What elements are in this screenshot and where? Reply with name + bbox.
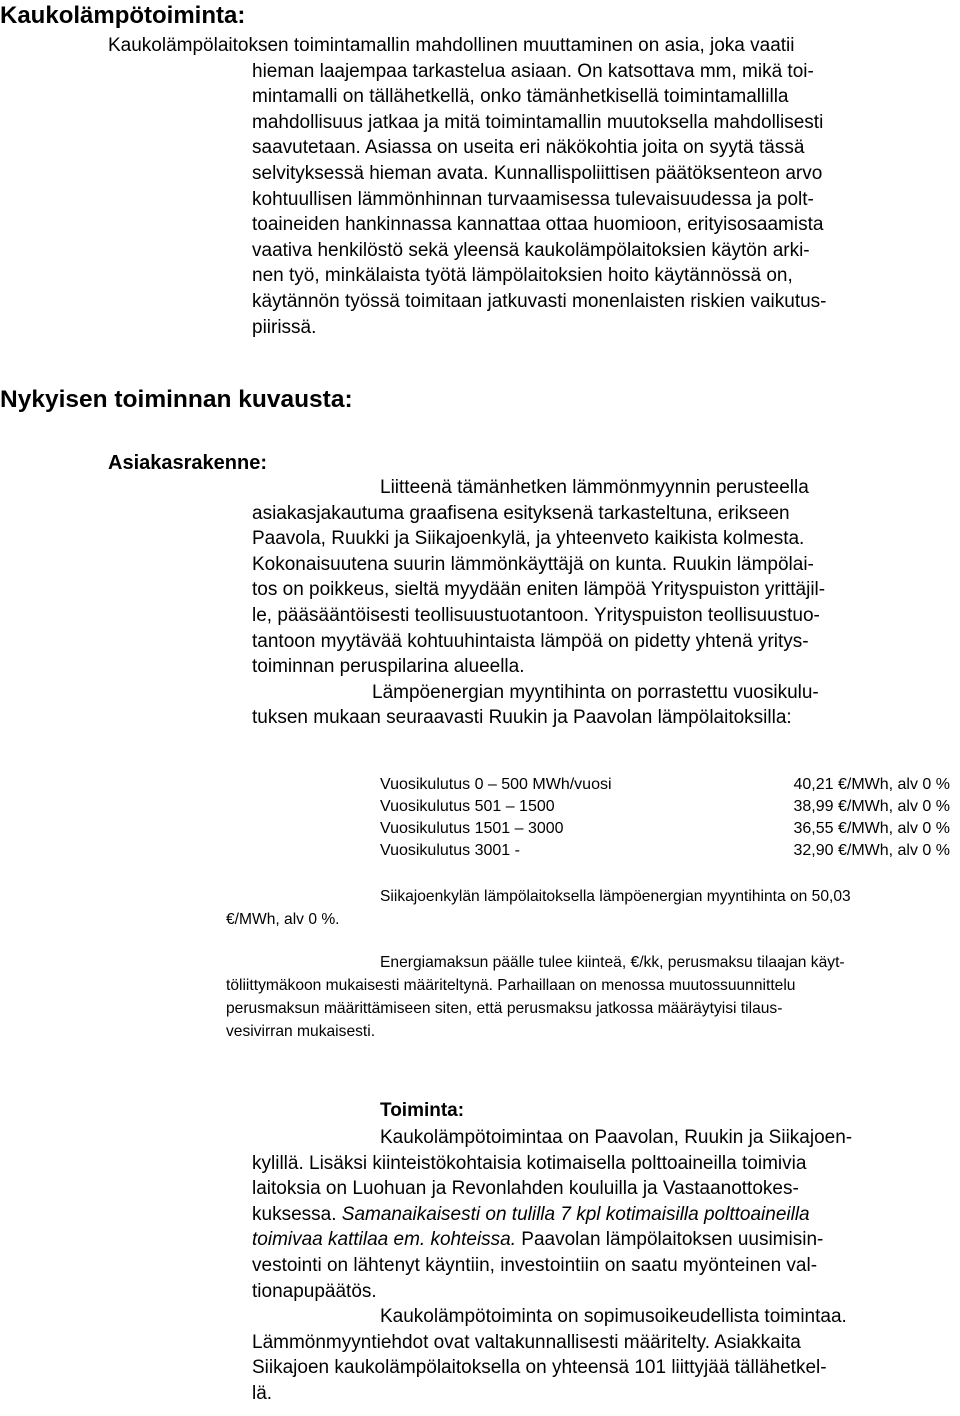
asiakas-line: Lämpöenergian myyntihinta on porrastettu vuosikulu- xyxy=(372,681,819,703)
toiminta-line xyxy=(252,1227,957,1253)
price-tier-label: Vuosikulutus 1501 – 3000 xyxy=(380,820,564,837)
toiminta-paragraph xyxy=(252,1125,957,1407)
energia-line: vesivirran mukaisesti. xyxy=(226,1023,376,1040)
price-tier-value: 38,99 €/MWh, alv 0 % xyxy=(793,798,950,815)
intro-line: Kaukolämpölaitoksen toimintamallin mahdollinen muuttaminen on asia, joka vaatii xyxy=(108,35,795,56)
siikajoki-paragraph xyxy=(226,885,956,931)
price-tier-label: Vuosikulutus 3001 - xyxy=(380,842,520,859)
intro-line: toaineiden hankinnassa kannattaa ottaa huomioon, erityisosaamista xyxy=(252,214,824,236)
intro-line: hieman laajempaa tarkastelua asiaan. On katsottava mm, mikä toi- xyxy=(252,60,814,82)
toiminta-line: vestointi on lähtenyt käyntiin, investointiin on saatu myönteinen val- xyxy=(252,1254,818,1276)
intro-line: käytännön työssä toimitaan jatkuvasti monenlaisten riskien vaikutus- xyxy=(252,290,827,312)
intro-line: mintamalli on tällähetkellä, onko tämänhetkisellä toimintamallilla xyxy=(252,86,789,108)
price-tier-value: 32,90 €/MWh, alv 0 % xyxy=(793,842,950,859)
toiminta-italic-text: toimivaa kattilaa em. kohteissa. xyxy=(252,1229,517,1251)
asiakas-line: toiminnan peruspilarina alueella. xyxy=(252,656,525,678)
energiamaksu-paragraph xyxy=(226,951,956,1043)
asiakas-line: asiakasjakautuma graafisena esityksenä tarkasteltuna, erikseen xyxy=(252,502,790,524)
energia-line: perusmaksun määrittämiseen siten, että perusmaksu jatkossa määräytyisi tilaus- xyxy=(226,1000,783,1017)
asiakas-line: tantoon myytävää kohtuuhintaista lämpöä on pidetty yhtenä yritys- xyxy=(252,630,809,652)
toiminta-text: Paavolan lämpölaitoksen uusimisin- xyxy=(516,1229,824,1251)
price-table xyxy=(380,774,950,862)
table-row xyxy=(380,774,950,796)
section-title-nykyinen: Nykyisen toiminnan kuvausta: xyxy=(0,386,353,413)
intro-line: selvityksessä hieman avata. Kunnallispoliittisen päätöksenteon arvo xyxy=(252,162,823,184)
price-tier-value: 40,21 €/MWh, alv 0 % xyxy=(793,776,950,793)
table-row xyxy=(380,818,950,840)
intro-line: kohtuullisen lämmönhinnan turvaamisessa tulevaisuudessa ja polt- xyxy=(252,188,814,210)
table-row xyxy=(380,840,950,862)
toiminta-line: Kaukolämpötoiminta on sopimusoikeudellista toimintaa. xyxy=(380,1306,847,1328)
section-title-kaukolampotoiminta: Kaukolämpötoiminta: xyxy=(0,2,246,29)
intro-line: vaativa henkilöstö sekä yleensä kaukolämpölaitoksien käytön arki- xyxy=(252,239,810,261)
subsection-title-asiakasrakenne: Asiakasrakenne: xyxy=(108,452,267,474)
toiminta-line: Siikajoen kaukolämpölaitoksella on yhteensä 101 liittyjää tällähetkel- xyxy=(252,1357,827,1379)
toiminta-line: kylillä. Lisäksi kiinteistökohtaisia kotimaisella polttoaineilla toimivia xyxy=(252,1152,807,1174)
intro-paragraph xyxy=(108,33,955,340)
subsection-title-toiminta: Toiminta: xyxy=(380,1100,465,1121)
toiminta-text: kuksessa. xyxy=(252,1203,342,1225)
toiminta-line: tionapupäätös. xyxy=(252,1280,377,1302)
price-tier-value: 36,55 €/MWh, alv 0 % xyxy=(793,820,950,837)
energia-line: Energiamaksun päälle tulee kiinteä, €/kk, perusmaksu tilaajan käyt- xyxy=(380,954,845,971)
intro-line: mahdollisuus jatkaa ja mitä toimintamallin muutoksella mahdollisesti xyxy=(252,111,824,133)
energia-line: töliittymäkoon mukaisesti määriteltynä. Parhaillaan on menossa muutossuunnittelu xyxy=(226,977,796,994)
asiakas-line: Liitteenä tämänhetken lämmönmyynnin perusteella xyxy=(380,477,809,498)
intro-line: saavutetaan. Asiassa on useita eri näkökohtia joita on syytä tässä xyxy=(252,137,805,159)
asiakas-line: le, pääsääntöisesti teollisuustuotantoon. Yrityspuiston teollisuustuo- xyxy=(252,604,820,626)
siikajoki-line: €/MWh, alv 0 %. xyxy=(226,911,340,928)
intro-line: nen työ, minkälaista työtä lämpölaitoksien hoito käytännössä on, xyxy=(252,265,793,287)
siikajoki-line: Siikajoenkylän lämpölaitoksella lämpöenergian myyntihinta on 50,03 xyxy=(380,888,851,905)
asiakas-line: tos on poikkeus, sieltä myydään eniten lämpöä Yrityspuiston yrittäjil- xyxy=(252,579,826,601)
intro-line: piirissä. xyxy=(252,316,317,338)
toiminta-line: laitoksia on Luohuan ja Revonlahden kouluilla ja Vastaanottokes- xyxy=(252,1178,799,1200)
price-tier-label: Vuosikulutus 501 – 1500 xyxy=(380,798,555,815)
asiakas-line: Kokonaisuutena suurin lämmönkäyttäjä on kunta. Ruukin lämpölai- xyxy=(252,553,814,575)
asiakas-line: Paavola, Ruukki ja Siikajoenkylä, ja yhteenveto kaikista kolmesta. xyxy=(252,528,805,550)
toiminta-line: lä. xyxy=(252,1382,273,1404)
toiminta-line: Kaukolämpötoimintaa on Paavolan, Ruukin ja Siikajoen- xyxy=(380,1127,853,1148)
toiminta-line: Lämmönmyyntiehdot ovat valtakunnallisesti määritelty. Asiakkaita xyxy=(252,1331,801,1353)
table-row xyxy=(380,796,950,818)
toiminta-line xyxy=(252,1202,957,1228)
price-tier-label: Vuosikulutus 0 – 500 MWh/vuosi xyxy=(380,776,612,793)
toiminta-italic-text: Samanaikaisesti on tulilla 7 kpl kotimaisilla polttoaineilla xyxy=(341,1203,810,1225)
asiakas-paragraph xyxy=(252,475,952,731)
asiakas-line: tuksen mukaan seuraavasti Ruukin ja Paavolan lämpölaitoksilla: xyxy=(252,707,792,729)
